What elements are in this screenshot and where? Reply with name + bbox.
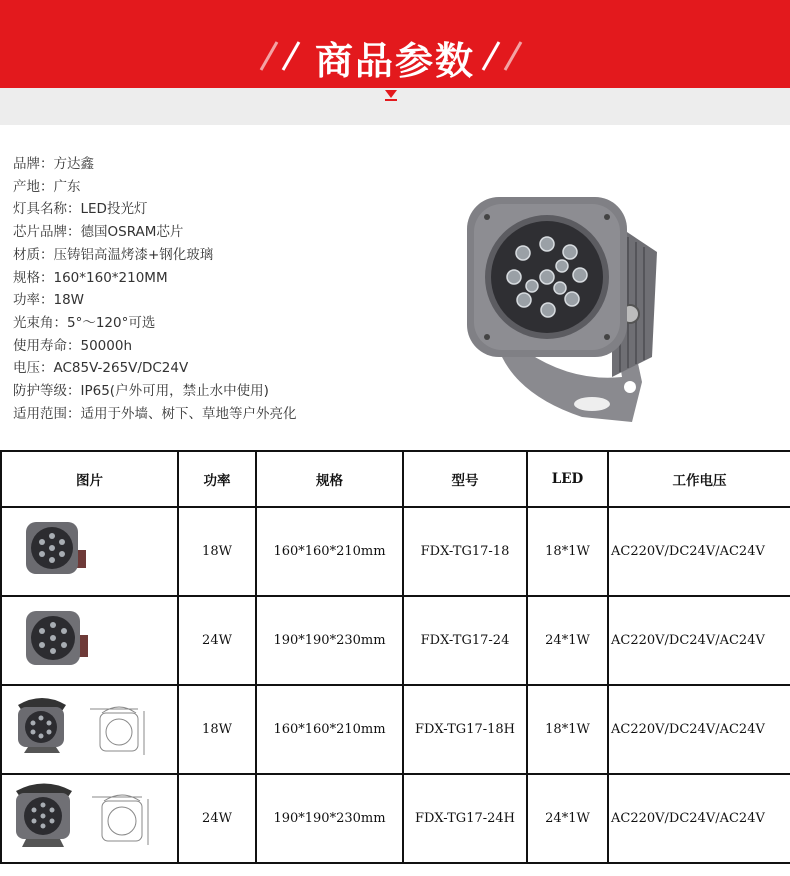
row-image-cell (1, 507, 178, 596)
product-thumb-18h-with-drawing (12, 693, 172, 763)
spec-material: 材质：压铸铝高温烤漆+钢化玻璃 (13, 246, 214, 263)
spec-lamp-name: 灯具名称：LED投光灯 (13, 201, 148, 218)
row-model: FDX-TG17-18 (403, 507, 527, 596)
row-power: 24W (178, 596, 256, 685)
spec-protection: 防护等级：IP65(户外可用，禁止水中使用) (13, 383, 269, 400)
slash-decoration-right (475, 34, 535, 74)
table-row (1, 774, 790, 863)
row-spec: 190*190*230mm (256, 774, 403, 863)
row-led: 18*1W (527, 507, 608, 596)
table-row (1, 685, 790, 774)
row-spec: 160*160*210mm (256, 507, 403, 596)
row-spec: 190*190*230mm (256, 596, 403, 685)
row-power: 18W (178, 507, 256, 596)
row-model: FDX-TG17-24H (403, 774, 527, 863)
row-power: 18W (178, 685, 256, 774)
spec-lifespan: 使用寿命：50000h (13, 337, 133, 354)
spec-chip-brand: 芯片品牌：德国OSRAM芯片 (13, 224, 184, 241)
row-voltage: AC220V/DC24V/AC24V (608, 774, 790, 863)
row-voltage: AC220V/DC24V/AC24V (608, 507, 790, 596)
row-model: FDX-TG17-18H (403, 685, 527, 774)
row-image-cell (1, 596, 178, 685)
table-row (1, 507, 790, 596)
row-led: 24*1W (527, 774, 608, 863)
spec-beam-angle: 光束角：5°～120°可选 (13, 314, 156, 331)
header-spec: 规格 (256, 451, 403, 507)
row-model: FDX-TG17-24 (403, 596, 527, 685)
header-led: LED (527, 451, 608, 507)
spec-origin: 产地：广东 (13, 178, 81, 195)
row-image-cell (1, 685, 178, 774)
header-image: 图片 (1, 451, 178, 507)
row-power: 24W (178, 774, 256, 863)
row-voltage: AC220V/DC24V/AC24V (608, 596, 790, 685)
header-voltage: 工作电压 (608, 451, 790, 507)
product-thumb-24h-with-drawing (10, 779, 175, 854)
spec-list (13, 153, 297, 425)
product-image-floodlight (462, 182, 662, 432)
spec-power: 功率：18W (13, 292, 85, 309)
product-thumb-18w (24, 520, 94, 580)
spec-brand: 品牌：方达鑫 (13, 156, 94, 172)
header-model: 型号 (403, 451, 527, 507)
page-title: 商品参数 (314, 39, 475, 83)
spec-size: 规格：160*160*210MM (13, 269, 168, 286)
header-banner (0, 0, 790, 125)
header-power: 功率 (178, 451, 256, 507)
row-voltage: AC220V/DC24V/AC24V (608, 685, 790, 774)
table-row (1, 596, 790, 685)
row-led: 18*1W (527, 685, 608, 774)
down-arrow-icon (385, 90, 397, 98)
row-spec: 160*160*210mm (256, 685, 403, 774)
product-thumb-24w (24, 609, 94, 669)
row-image-cell (1, 774, 178, 863)
parameter-table (0, 450, 790, 864)
down-arrow-bar (385, 99, 397, 101)
row-led: 24*1W (527, 596, 608, 685)
table-header-row (1, 451, 790, 507)
spec-application: 适用范围：适用于外墙、树下、草地等户外亮化 (13, 405, 297, 422)
spec-voltage: 电压：AC85V-265V/DC24V (13, 360, 189, 377)
